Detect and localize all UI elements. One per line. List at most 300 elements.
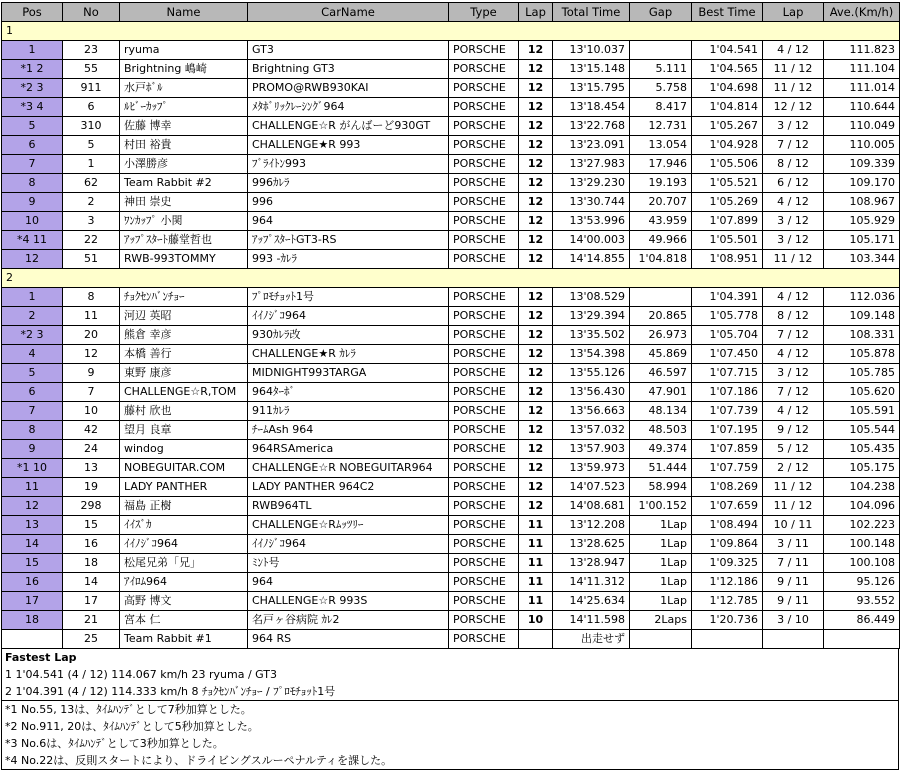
table-row bbox=[2, 402, 900, 421]
cell-gap bbox=[630, 41, 692, 60]
cell-best-lap bbox=[763, 630, 824, 649]
cell-no: 310 bbox=[63, 117, 120, 136]
cell-ave-speed: 103.344 bbox=[824, 250, 900, 269]
cell-gap bbox=[630, 288, 692, 307]
group-row bbox=[2, 22, 900, 41]
cell-best-time: 1'12.785 bbox=[692, 592, 763, 611]
cell-total-time: 13'59.973 bbox=[553, 459, 630, 478]
cell-total-time: 14'00.003 bbox=[553, 231, 630, 250]
group-row bbox=[2, 269, 900, 288]
cell-total-time: 14'14.855 bbox=[553, 250, 630, 269]
cell-best-lap: 11 / 12 bbox=[763, 60, 824, 79]
cell-carname: CHALLENGE★R ｶﾚﾗ bbox=[248, 345, 449, 364]
cell-total-time: 13'57.903 bbox=[553, 440, 630, 459]
cell-name: Brightning 嶋崎 bbox=[120, 60, 248, 79]
header-row bbox=[2, 3, 900, 22]
table-row bbox=[2, 611, 900, 630]
cell-gap: 49.966 bbox=[630, 231, 692, 250]
cell-best-time: 1'20.736 bbox=[692, 611, 763, 630]
cell-type: PORSCHE bbox=[449, 497, 519, 516]
cell-gap: 5.111 bbox=[630, 60, 692, 79]
cell-name: 佐藤 博幸 bbox=[120, 117, 248, 136]
cell-lap: 12 bbox=[519, 79, 553, 98]
cell-best-lap: 7 / 12 bbox=[763, 136, 824, 155]
footer bbox=[1, 649, 899, 770]
cell-total-time: 13'30.744 bbox=[553, 193, 630, 212]
cell-carname: 911ｶﾚﾗ bbox=[248, 402, 449, 421]
cell-ave-speed: 110.644 bbox=[824, 98, 900, 117]
cell-best-time: 1'07.899 bbox=[692, 212, 763, 231]
cell-no: 21 bbox=[63, 611, 120, 630]
table-row bbox=[2, 497, 900, 516]
cell-ave-speed: 86.449 bbox=[824, 611, 900, 630]
cell-type: PORSCHE bbox=[449, 326, 519, 345]
cell-no: 9 bbox=[63, 364, 120, 383]
cell-type: PORSCHE bbox=[449, 611, 519, 630]
cell-gap: 20.707 bbox=[630, 193, 692, 212]
cell-gap: 20.865 bbox=[630, 307, 692, 326]
cell-pos: 6 bbox=[2, 136, 63, 155]
cell-best-lap: 5 / 12 bbox=[763, 440, 824, 459]
cell-name: NOBEGUITAR.COM bbox=[120, 459, 248, 478]
cell-best-lap: 10 / 11 bbox=[763, 516, 824, 535]
cell-name: 宮本 仁 bbox=[120, 611, 248, 630]
cell-name: Team Rabbit #1 bbox=[120, 630, 248, 649]
cell-name: 小澤勝彦 bbox=[120, 155, 248, 174]
cell-best-time: 1'07.715 bbox=[692, 364, 763, 383]
cell-pos: *2 3 bbox=[2, 79, 63, 98]
cell-ave-speed: 95.126 bbox=[824, 573, 900, 592]
table-row bbox=[2, 364, 900, 383]
cell-name: 松尾兄弟「兄」 bbox=[120, 554, 248, 573]
cell-type: PORSCHE bbox=[449, 193, 519, 212]
cell-type: PORSCHE bbox=[449, 41, 519, 60]
table-row bbox=[2, 231, 900, 250]
cell-type: PORSCHE bbox=[449, 440, 519, 459]
cell-type: PORSCHE bbox=[449, 60, 519, 79]
cell-carname: ｲｲﾉｼﾞｺ964 bbox=[248, 535, 449, 554]
cell-total-time: 13'23.091 bbox=[553, 136, 630, 155]
cell-best-time bbox=[692, 630, 763, 649]
cell-lap: 12 bbox=[519, 345, 553, 364]
cell-best-time: 1'05.704 bbox=[692, 326, 763, 345]
cell-carname: RWB964TL bbox=[248, 497, 449, 516]
cell-no: 20 bbox=[63, 326, 120, 345]
cell-carname: GT3 bbox=[248, 41, 449, 60]
cell-ave-speed: 110.049 bbox=[824, 117, 900, 136]
cell-carname: 964 RS bbox=[248, 630, 449, 649]
cell-no: 19 bbox=[63, 478, 120, 497]
cell-lap: 11 bbox=[519, 554, 553, 573]
cell-best-time: 1'08.269 bbox=[692, 478, 763, 497]
cell-best-time: 1'07.450 bbox=[692, 345, 763, 364]
cell-ave-speed: 105.785 bbox=[824, 364, 900, 383]
cell-type: PORSCHE bbox=[449, 98, 519, 117]
cell-gap: 49.374 bbox=[630, 440, 692, 459]
cell-name: 福島 正樹 bbox=[120, 497, 248, 516]
cell-no: 6 bbox=[63, 98, 120, 117]
table-row bbox=[2, 193, 900, 212]
cell-gap: 47.901 bbox=[630, 383, 692, 402]
cell-total-time: 14'11.598 bbox=[553, 611, 630, 630]
cell-ave-speed: 111.014 bbox=[824, 79, 900, 98]
fastest-lap-line: 1 1'04.541 (4 / 12) 114.067 km/h 23 ryuma / GT3 bbox=[5, 668, 278, 681]
cell-total-time: 13'28.947 bbox=[553, 554, 630, 573]
cell-gap: 1Lap bbox=[630, 554, 692, 573]
cell-type: PORSCHE bbox=[449, 231, 519, 250]
cell-pos: 16 bbox=[2, 573, 63, 592]
cell-ave-speed: 111.104 bbox=[824, 60, 900, 79]
cell-carname: ﾌﾞﾗｲﾄﾝ993 bbox=[248, 155, 449, 174]
cell-best-time: 1'05.267 bbox=[692, 117, 763, 136]
cell-total-time: 13'54.398 bbox=[553, 345, 630, 364]
cell-total-time: 14'11.312 bbox=[553, 573, 630, 592]
cell-no: 13 bbox=[63, 459, 120, 478]
cell-pos: *1 2 bbox=[2, 60, 63, 79]
cell-pos: 2 bbox=[2, 307, 63, 326]
cell-carname: MIDNIGHT993TARGA bbox=[248, 364, 449, 383]
cell-name: 水戸ﾎﾞﾙ bbox=[120, 79, 248, 98]
cell-lap: 12 bbox=[519, 497, 553, 516]
cell-type: PORSCHE bbox=[449, 79, 519, 98]
cell-no: 911 bbox=[63, 79, 120, 98]
cell-type: PORSCHE bbox=[449, 573, 519, 592]
table-row bbox=[2, 307, 900, 326]
cell-ave-speed: 93.552 bbox=[824, 592, 900, 611]
col-total-time: Total Time bbox=[553, 3, 630, 22]
cell-gap: 48.134 bbox=[630, 402, 692, 421]
table-row bbox=[2, 440, 900, 459]
col-pos: Pos bbox=[2, 3, 63, 22]
cell-ave-speed: 105.620 bbox=[824, 383, 900, 402]
cell-total-time: 13'27.983 bbox=[553, 155, 630, 174]
table-row bbox=[2, 535, 900, 554]
cell-total-time: 13'28.625 bbox=[553, 535, 630, 554]
cell-best-time: 1'04.565 bbox=[692, 60, 763, 79]
table-row bbox=[2, 98, 900, 117]
cell-no: 42 bbox=[63, 421, 120, 440]
cell-carname: ﾌﾟﾛﾓﾁｮｯﾄ1号 bbox=[248, 288, 449, 307]
cell-total-time: 13'57.032 bbox=[553, 421, 630, 440]
cell-gap: 1Lap bbox=[630, 592, 692, 611]
cell-lap: 12 bbox=[519, 421, 553, 440]
cell-best-time: 1'04.541 bbox=[692, 41, 763, 60]
table-row bbox=[2, 516, 900, 535]
table-row bbox=[2, 174, 900, 193]
cell-lap: 12 bbox=[519, 326, 553, 345]
cell-gap: 45.869 bbox=[630, 345, 692, 364]
cell-pos: 8 bbox=[2, 421, 63, 440]
cell-best-time: 1'05.501 bbox=[692, 231, 763, 250]
cell-name: ﾙﾋﾞｰｶｯﾌﾟ bbox=[120, 98, 248, 117]
cell-carname: PROMO@RWB930KAI bbox=[248, 79, 449, 98]
cell-best-lap: 11 / 12 bbox=[763, 478, 824, 497]
cell-carname: CHALLENGE☆R 993S bbox=[248, 592, 449, 611]
cell-pos: 13 bbox=[2, 516, 63, 535]
cell-lap: 12 bbox=[519, 193, 553, 212]
cell-name: 神田 崇史 bbox=[120, 193, 248, 212]
cell-no: 7 bbox=[63, 383, 120, 402]
cell-no: 22 bbox=[63, 231, 120, 250]
cell-best-lap: 3 / 12 bbox=[763, 231, 824, 250]
cell-lap bbox=[519, 630, 553, 649]
cell-ave-speed: 108.967 bbox=[824, 193, 900, 212]
cell-pos: 5 bbox=[2, 364, 63, 383]
cell-best-time: 1'08.951 bbox=[692, 250, 763, 269]
col-carname: CarName bbox=[248, 3, 449, 22]
table-row bbox=[2, 345, 900, 364]
table-row bbox=[2, 630, 900, 649]
cell-ave-speed: 105.591 bbox=[824, 402, 900, 421]
cell-ave-speed bbox=[824, 630, 900, 649]
cell-best-lap: 4 / 12 bbox=[763, 193, 824, 212]
cell-no: 3 bbox=[63, 212, 120, 231]
cell-gap: 13.054 bbox=[630, 136, 692, 155]
cell-lap: 12 bbox=[519, 174, 553, 193]
cell-pos: *1 10 bbox=[2, 459, 63, 478]
cell-carname: ｲｲﾉｼﾞｺ964 bbox=[248, 307, 449, 326]
cell-total-time: 13'08.529 bbox=[553, 288, 630, 307]
cell-lap: 12 bbox=[519, 250, 553, 269]
cell-gap: 8.417 bbox=[630, 98, 692, 117]
cell-type: PORSCHE bbox=[449, 250, 519, 269]
table-row bbox=[2, 136, 900, 155]
cell-total-time: 13'10.037 bbox=[553, 41, 630, 60]
cell-ave-speed: 100.148 bbox=[824, 535, 900, 554]
cell-best-lap: 8 / 12 bbox=[763, 307, 824, 326]
cell-best-lap: 4 / 12 bbox=[763, 41, 824, 60]
cell-pos: 9 bbox=[2, 440, 63, 459]
cell-no: 8 bbox=[63, 288, 120, 307]
cell-best-time: 1'05.778 bbox=[692, 307, 763, 326]
cell-name: 河辺 英昭 bbox=[120, 307, 248, 326]
table-row bbox=[2, 117, 900, 136]
cell-lap: 12 bbox=[519, 383, 553, 402]
cell-name: ｱｯﾌﾟｽﾀｰﾄ藤堂哲也 bbox=[120, 231, 248, 250]
cell-ave-speed: 104.238 bbox=[824, 478, 900, 497]
cell-name: 本橋 善行 bbox=[120, 345, 248, 364]
cell-carname: 996ｶﾚﾗ bbox=[248, 174, 449, 193]
cell-gap: 48.503 bbox=[630, 421, 692, 440]
cell-best-lap: 7 / 12 bbox=[763, 383, 824, 402]
cell-carname: 964RSAmerica bbox=[248, 440, 449, 459]
cell-total-time: 出走せず bbox=[553, 630, 630, 649]
results-table bbox=[1, 2, 900, 649]
table-row bbox=[2, 383, 900, 402]
cell-best-lap: 12 / 12 bbox=[763, 98, 824, 117]
cell-ave-speed: 102.223 bbox=[824, 516, 900, 535]
cell-lap: 11 bbox=[519, 573, 553, 592]
cell-ave-speed: 105.435 bbox=[824, 440, 900, 459]
table-row bbox=[2, 79, 900, 98]
cell-lap: 11 bbox=[519, 535, 553, 554]
cell-pos: 14 bbox=[2, 535, 63, 554]
cell-type: PORSCHE bbox=[449, 630, 519, 649]
cell-lap: 12 bbox=[519, 364, 553, 383]
cell-pos: 1 bbox=[2, 41, 63, 60]
cell-carname: 930ｶﾚﾗ改 bbox=[248, 326, 449, 345]
cell-name: 村田 裕貴 bbox=[120, 136, 248, 155]
cell-name: ｲｲﾉｼﾞｺ964 bbox=[120, 535, 248, 554]
col-name: Name bbox=[120, 3, 248, 22]
fastest-lap-section bbox=[2, 649, 898, 701]
cell-total-time: 13'29.394 bbox=[553, 307, 630, 326]
cell-total-time: 13'18.454 bbox=[553, 98, 630, 117]
cell-ave-speed: 109.339 bbox=[824, 155, 900, 174]
fastest-lap-title: Fastest Lap bbox=[5, 651, 77, 664]
table-row bbox=[2, 326, 900, 345]
cell-carname: ﾁｰﾑAsh 964 bbox=[248, 421, 449, 440]
cell-lap: 11 bbox=[519, 516, 553, 535]
cell-ave-speed: 100.108 bbox=[824, 554, 900, 573]
cell-name: 東野 康彦 bbox=[120, 364, 248, 383]
cell-type: PORSCHE bbox=[449, 421, 519, 440]
col-lap: Lap bbox=[519, 3, 553, 22]
cell-best-time: 1'07.759 bbox=[692, 459, 763, 478]
cell-ave-speed: 112.036 bbox=[824, 288, 900, 307]
cell-pos: 10 bbox=[2, 212, 63, 231]
cell-type: PORSCHE bbox=[449, 155, 519, 174]
cell-no: 62 bbox=[63, 174, 120, 193]
cell-type: PORSCHE bbox=[449, 402, 519, 421]
cell-best-time: 1'04.391 bbox=[692, 288, 763, 307]
cell-best-time: 1'05.506 bbox=[692, 155, 763, 174]
cell-best-time: 1'07.859 bbox=[692, 440, 763, 459]
cell-total-time: 13'15.795 bbox=[553, 79, 630, 98]
cell-gap: 58.994 bbox=[630, 478, 692, 497]
cell-gap: 1Lap bbox=[630, 535, 692, 554]
cell-best-lap: 7 / 11 bbox=[763, 554, 824, 573]
table-row bbox=[2, 155, 900, 174]
cell-best-time: 1'05.269 bbox=[692, 193, 763, 212]
cell-pos: 15 bbox=[2, 554, 63, 573]
cell-gap bbox=[630, 630, 692, 649]
results-sheet bbox=[1, 2, 899, 770]
cell-ave-speed: 105.175 bbox=[824, 459, 900, 478]
cell-pos: 7 bbox=[2, 155, 63, 174]
cell-name: ｱｲﾛﾑ964 bbox=[120, 573, 248, 592]
cell-best-time: 1'04.928 bbox=[692, 136, 763, 155]
cell-pos: *4 11 bbox=[2, 231, 63, 250]
cell-total-time: 14'25.634 bbox=[553, 592, 630, 611]
cell-best-time: 1'08.494 bbox=[692, 516, 763, 535]
cell-best-time: 1'05.521 bbox=[692, 174, 763, 193]
cell-lap: 10 bbox=[519, 611, 553, 630]
cell-best-lap: 3 / 12 bbox=[763, 117, 824, 136]
cell-ave-speed: 105.544 bbox=[824, 421, 900, 440]
cell-ave-speed: 110.005 bbox=[824, 136, 900, 155]
cell-best-lap: 2 / 12 bbox=[763, 459, 824, 478]
cell-best-time: 1'07.186 bbox=[692, 383, 763, 402]
cell-pos: 12 bbox=[2, 250, 63, 269]
cell-best-time: 1'07.739 bbox=[692, 402, 763, 421]
cell-ave-speed: 105.878 bbox=[824, 345, 900, 364]
cell-no: 23 bbox=[63, 41, 120, 60]
cell-best-time: 1'09.864 bbox=[692, 535, 763, 554]
table-row bbox=[2, 212, 900, 231]
cell-best-lap: 9 / 11 bbox=[763, 573, 824, 592]
cell-type: PORSCHE bbox=[449, 117, 519, 136]
cell-no: 24 bbox=[63, 440, 120, 459]
cell-pos: 6 bbox=[2, 383, 63, 402]
cell-carname: ｱｯﾌﾟｽﾀｰﾄGT3-RS bbox=[248, 231, 449, 250]
table-row bbox=[2, 250, 900, 269]
cell-pos: 18 bbox=[2, 611, 63, 630]
note-line: *4 No.22は、反則スタートにより、ドライビングスルーペナルティを課した。 bbox=[5, 754, 393, 767]
cell-pos: 17 bbox=[2, 592, 63, 611]
cell-best-lap: 3 / 11 bbox=[763, 535, 824, 554]
note-line: *1 No.55, 13は、ﾀｲﾑﾊﾝﾃﾞとして7秒加算とした。 bbox=[5, 703, 252, 716]
cell-total-time: 13'53.996 bbox=[553, 212, 630, 231]
cell-gap: 1'04.818 bbox=[630, 250, 692, 269]
cell-best-time: 1'12.186 bbox=[692, 573, 763, 592]
cell-lap: 12 bbox=[519, 288, 553, 307]
cell-pos: 5 bbox=[2, 117, 63, 136]
cell-pos: 12 bbox=[2, 497, 63, 516]
cell-best-lap: 3 / 12 bbox=[763, 364, 824, 383]
cell-name: ﾁｮｸｾﾝﾊﾞﾝﾁｮｰ bbox=[120, 288, 248, 307]
cell-best-lap: 4 / 12 bbox=[763, 402, 824, 421]
cell-name: CHALLENGE☆R,TOM bbox=[120, 383, 248, 402]
group-label: 2 bbox=[2, 269, 900, 288]
cell-best-lap: 4 / 12 bbox=[763, 345, 824, 364]
col-gap: Gap bbox=[630, 3, 692, 22]
cell-no: 16 bbox=[63, 535, 120, 554]
cell-no: 18 bbox=[63, 554, 120, 573]
cell-total-time: 14'08.681 bbox=[553, 497, 630, 516]
cell-best-time: 1'07.195 bbox=[692, 421, 763, 440]
cell-type: PORSCHE bbox=[449, 288, 519, 307]
note-line: *3 No.6は、ﾀｲﾑﾊﾝﾃﾞとして3秒加算とした。 bbox=[5, 737, 224, 750]
cell-type: PORSCHE bbox=[449, 592, 519, 611]
cell-best-time: 1'04.814 bbox=[692, 98, 763, 117]
cell-name: RWB-993TOMMY bbox=[120, 250, 248, 269]
cell-best-lap: 6 / 12 bbox=[763, 174, 824, 193]
col-best-time: Best Time bbox=[692, 3, 763, 22]
cell-gap: 5.758 bbox=[630, 79, 692, 98]
cell-carname: ﾒﾀﾎﾞﾘｯｸﾚｰｼﾝｸﾞ964 bbox=[248, 98, 449, 117]
cell-total-time: 13'22.768 bbox=[553, 117, 630, 136]
cell-total-time: 13'35.502 bbox=[553, 326, 630, 345]
cell-lap: 12 bbox=[519, 212, 553, 231]
cell-lap: 12 bbox=[519, 478, 553, 497]
cell-type: PORSCHE bbox=[449, 554, 519, 573]
cell-no: 15 bbox=[63, 516, 120, 535]
cell-type: PORSCHE bbox=[449, 212, 519, 231]
cell-type: PORSCHE bbox=[449, 516, 519, 535]
cell-carname: CHALLENGE☆Rﾑｯﾂﾘｰ bbox=[248, 516, 449, 535]
cell-gap: 43.959 bbox=[630, 212, 692, 231]
cell-total-time: 13'56.663 bbox=[553, 402, 630, 421]
cell-carname: CHALLENGE☆R がんばーど930GT bbox=[248, 117, 449, 136]
table-row bbox=[2, 421, 900, 440]
cell-best-lap: 8 / 12 bbox=[763, 155, 824, 174]
cell-best-lap: 3 / 12 bbox=[763, 212, 824, 231]
cell-pos: 8 bbox=[2, 174, 63, 193]
cell-best-lap: 11 / 12 bbox=[763, 497, 824, 516]
table-row bbox=[2, 459, 900, 478]
cell-lap: 12 bbox=[519, 60, 553, 79]
cell-no: 11 bbox=[63, 307, 120, 326]
cell-name: ryuma bbox=[120, 41, 248, 60]
cell-type: PORSCHE bbox=[449, 174, 519, 193]
cell-total-time: 13'12.208 bbox=[553, 516, 630, 535]
cell-no: 5 bbox=[63, 136, 120, 155]
table-row bbox=[2, 60, 900, 79]
cell-carname: 996 bbox=[248, 193, 449, 212]
cell-gap: 12.731 bbox=[630, 117, 692, 136]
cell-best-lap: 9 / 11 bbox=[763, 592, 824, 611]
